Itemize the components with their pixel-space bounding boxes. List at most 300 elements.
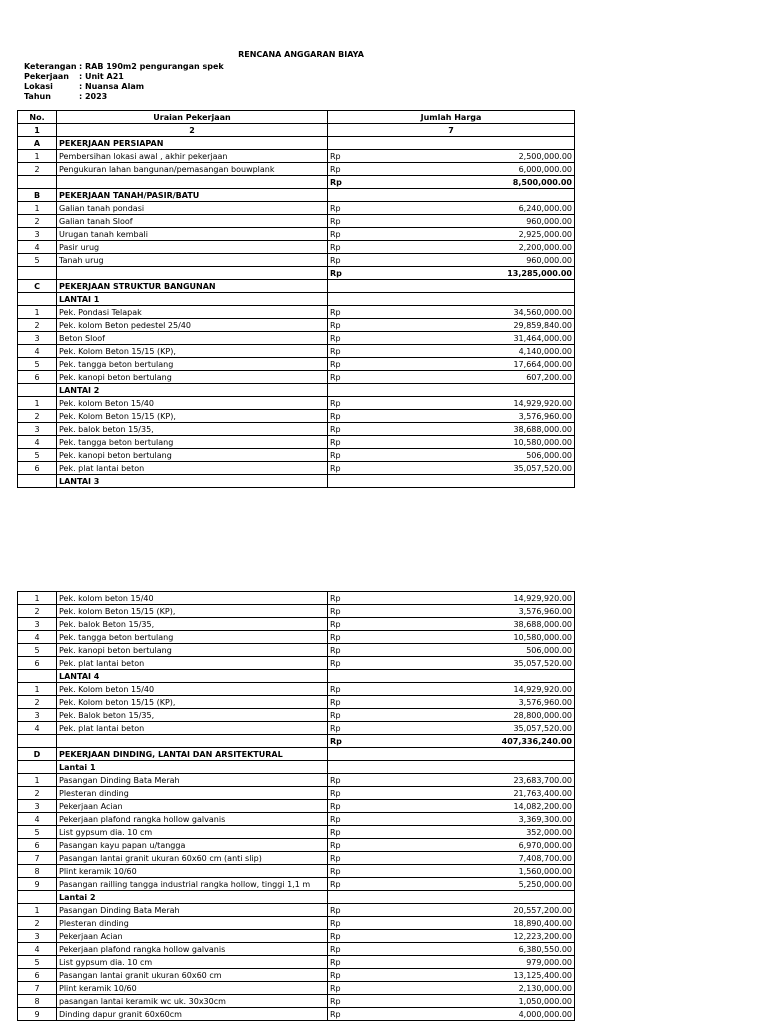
row-description-cell: Pekerjaan Acian — [57, 930, 328, 943]
row-number-cell: 2 — [18, 605, 57, 618]
row-amount-cell — [328, 748, 575, 761]
budget-table-part-2 — [17, 591, 575, 1021]
info-value: : 2023 — [79, 92, 108, 101]
currency-cell: Rp — [328, 774, 355, 787]
row-number-cell: 1 — [18, 683, 57, 696]
table-row — [18, 449, 575, 462]
info-key: Tahun — [24, 92, 51, 101]
row-description-cell: Pek. Kolom Beton 15/15 (KP), — [57, 345, 328, 358]
currency-cell: Rp — [328, 241, 355, 254]
subsection-row — [18, 475, 575, 488]
row-description-cell: Pek. kolom Beton 15/40 — [57, 397, 328, 410]
currency-cell: Rp — [328, 410, 355, 423]
row-number-cell — [18, 384, 57, 397]
row-number-cell: 7 — [18, 852, 57, 865]
info-value: : Unit A21 — [79, 72, 124, 81]
amount-cell: 979,000.00 — [354, 956, 575, 969]
currency-cell: Rp — [328, 982, 355, 995]
amount-cell: 35,057,520.00 — [354, 657, 575, 670]
row-amount-cell — [328, 137, 575, 150]
amount-cell: 35,057,520.00 — [354, 722, 575, 735]
amount-cell: 3,576,960.00 — [354, 410, 575, 423]
row-description-cell: Pasangan lantai granit ukuran 60x60 cm — [57, 969, 328, 982]
row-amount-cell — [328, 384, 575, 397]
document-info — [24, 62, 224, 102]
amount-cell: 21,763,400.00 — [354, 787, 575, 800]
row-number-cell — [18, 176, 57, 189]
amount-cell: 2,130,000.00 — [354, 982, 575, 995]
row-number-cell: 3 — [18, 618, 57, 631]
row-description-cell: Pek. kolom beton 15/40 — [57, 592, 328, 605]
row-number-cell: 5 — [18, 956, 57, 969]
amount-cell: 34,560,000.00 — [354, 306, 575, 319]
row-number-cell: 5 — [18, 358, 57, 371]
row-description-cell: Pek. kanopi beton bertulang — [57, 644, 328, 657]
row-number-cell: 6 — [18, 839, 57, 852]
currency-cell: Rp — [328, 917, 355, 930]
row-description-cell — [57, 735, 328, 748]
row-number-cell: 5 — [18, 644, 57, 657]
subsection-row — [18, 384, 575, 397]
table-row — [18, 917, 575, 930]
amount-cell: 2,500,000.00 — [354, 150, 575, 163]
currency-cell: Rp — [328, 436, 355, 449]
row-description-cell: Plesteran dinding — [57, 787, 328, 800]
amount-cell: 18,890,400.00 — [354, 917, 575, 930]
row-number-cell: 8 — [18, 995, 57, 1008]
row-description-cell: Pek. balok beton 15/35, — [57, 423, 328, 436]
table-row — [18, 254, 575, 267]
row-description-cell: Pasangan Dinding Bata Merah — [57, 904, 328, 917]
row-number-cell: 5 — [18, 826, 57, 839]
table-row — [18, 839, 575, 852]
table-row — [18, 462, 575, 475]
row-description-cell: Plint keramik 10/60 — [57, 982, 328, 995]
row-description-cell: List gypsum dia. 10 cm — [57, 826, 328, 839]
row-number-cell: 5 — [18, 254, 57, 267]
row-description-cell — [57, 267, 328, 280]
currency-cell: Rp — [328, 618, 355, 631]
header-desc-cell: Uraian Pekerjaan — [57, 111, 328, 124]
row-number-cell: 4 — [18, 345, 57, 358]
row-description-cell: Plesteran dinding — [57, 917, 328, 930]
amount-cell: 31,464,000.00 — [354, 332, 575, 345]
currency-cell: Rp — [328, 995, 355, 1008]
currency-cell: Rp — [328, 332, 355, 345]
amount-cell: 14,082,200.00 — [354, 800, 575, 813]
table-row — [18, 371, 575, 384]
currency-cell: Rp — [328, 319, 355, 332]
subsection-row — [18, 293, 575, 306]
row-number-cell — [18, 293, 57, 306]
row-amount-cell — [328, 891, 575, 904]
currency-cell: Rp — [328, 813, 355, 826]
row-description-cell: Tanah urug — [57, 254, 328, 267]
currency-cell: Rp — [328, 358, 355, 371]
row-description-cell: Pasangan Dinding Bata Merah — [57, 774, 328, 787]
currency-cell: Rp — [328, 787, 355, 800]
currency-cell: Rp — [328, 150, 355, 163]
amount-cell: 6,240,000.00 — [354, 202, 575, 215]
row-amount-cell — [328, 293, 575, 306]
row-description-cell: Pek. tangga beton bertulang — [57, 358, 328, 371]
row-number-cell: 1 — [18, 202, 57, 215]
row-description-cell: PEKERJAAN DINDING, LANTAI DAN ARSITEKTURAL — [57, 748, 328, 761]
currency-cell: Rp — [328, 228, 355, 241]
row-number-cell: 8 — [18, 865, 57, 878]
amount-cell: 3,576,960.00 — [354, 696, 575, 709]
row-number-cell: 2 — [18, 215, 57, 228]
row-description-cell: Beton Sloof — [57, 332, 328, 345]
info-key: Lokasi — [24, 82, 53, 91]
row-description-cell: Pek. plat lantai beton — [57, 722, 328, 735]
row-number-cell — [18, 670, 57, 683]
amount-cell: 17,664,000.00 — [354, 358, 575, 371]
info-row — [24, 62, 224, 72]
row-description-cell — [57, 176, 328, 189]
currency-cell: Rp — [328, 605, 355, 618]
info-row — [24, 82, 224, 92]
amount-cell: 607,200.00 — [354, 371, 575, 384]
currency-cell: Rp — [328, 176, 355, 189]
amount-cell: 3,576,960.00 — [354, 605, 575, 618]
row-number-cell: D — [18, 748, 57, 761]
header-desc-cell: 2 — [57, 124, 328, 137]
table-row — [18, 813, 575, 826]
amount-cell: 4,140,000.00 — [354, 345, 575, 358]
amount-cell: 38,688,000.00 — [354, 423, 575, 436]
table-row — [18, 319, 575, 332]
row-description-cell: Pek. kolom Beton pedestel 25/40 — [57, 319, 328, 332]
table-row — [18, 930, 575, 943]
row-description-cell: Pasir urug — [57, 241, 328, 254]
row-description-cell: Galian tanah Sloof — [57, 215, 328, 228]
document-title: RENCANA ANGGARAN BIAYA — [238, 50, 364, 59]
subsection-row — [18, 891, 575, 904]
table-row — [18, 982, 575, 995]
table-row — [18, 345, 575, 358]
table-row — [18, 410, 575, 423]
subtotal-row — [18, 267, 575, 280]
table-row — [18, 995, 575, 1008]
row-description-cell: Lantai 2 — [57, 891, 328, 904]
currency-cell: Rp — [328, 722, 355, 735]
table-row — [18, 696, 575, 709]
currency-cell: Rp — [328, 631, 355, 644]
row-description-cell: PEKERJAAN PERSIAPAN — [57, 137, 328, 150]
row-amount-cell — [328, 670, 575, 683]
budget-table-part-1 — [17, 110, 575, 488]
row-number-cell: 2 — [18, 917, 57, 930]
info-value: : Nuansa Alam — [79, 82, 145, 91]
header-amount-cell: 7 — [328, 124, 575, 137]
row-number-cell: 6 — [18, 462, 57, 475]
table-row — [18, 826, 575, 839]
row-number-cell: 2 — [18, 787, 57, 800]
amount-cell: 13,285,000.00 — [354, 267, 575, 280]
currency-cell: Rp — [328, 1008, 355, 1021]
table-row — [18, 969, 575, 982]
table-row — [18, 852, 575, 865]
table-row — [18, 956, 575, 969]
amount-cell: 2,200,000.00 — [354, 241, 575, 254]
row-amount-cell — [328, 475, 575, 488]
row-number-cell: 4 — [18, 631, 57, 644]
table-row — [18, 865, 575, 878]
row-number-cell: 3 — [18, 800, 57, 813]
currency-cell: Rp — [328, 969, 355, 982]
currency-cell: Rp — [328, 865, 355, 878]
table-row — [18, 332, 575, 345]
table-row — [18, 163, 575, 176]
row-description-cell: Pengukuran lahan bangunan/pemasangan bouwplank — [57, 163, 328, 176]
row-number-cell: 1 — [18, 397, 57, 410]
table-row — [18, 241, 575, 254]
currency-cell: Rp — [328, 657, 355, 670]
currency-cell: Rp — [328, 943, 355, 956]
amount-cell: 38,688,000.00 — [354, 618, 575, 631]
currency-cell: Rp — [328, 202, 355, 215]
table-row — [18, 592, 575, 605]
table-row — [18, 605, 575, 618]
amount-cell: 20,557,200.00 — [354, 904, 575, 917]
row-description-cell: Pembersihan lokasi awal , akhir pekerjaan — [57, 150, 328, 163]
amount-cell: 7,408,700.00 — [354, 852, 575, 865]
table-row — [18, 202, 575, 215]
row-description-cell: Pek. Pondasi Telapak — [57, 306, 328, 319]
table-row — [18, 358, 575, 371]
currency-cell: Rp — [328, 267, 355, 280]
row-number-cell: A — [18, 137, 57, 150]
row-description-cell: Pek. kolom Beton 15/15 (KP), — [57, 605, 328, 618]
subsection-row — [18, 670, 575, 683]
currency-cell: Rp — [328, 735, 355, 748]
info-value: : RAB 190m2 pengurangan spek — [79, 62, 224, 71]
row-number-cell: 1 — [18, 306, 57, 319]
row-number-cell — [18, 735, 57, 748]
table-row — [18, 436, 575, 449]
currency-cell: Rp — [328, 215, 355, 228]
row-number-cell: 3 — [18, 423, 57, 436]
section-row — [18, 280, 575, 293]
row-number-cell: 1 — [18, 150, 57, 163]
amount-cell: 14,929,920.00 — [354, 592, 575, 605]
row-number-cell: 6 — [18, 371, 57, 384]
row-description-cell: Pek. Balok beton 15/35, — [57, 709, 328, 722]
row-amount-cell — [328, 189, 575, 202]
subtotal-row — [18, 735, 575, 748]
row-number-cell: B — [18, 189, 57, 202]
row-description-cell: Pasangan railling tangga industrial rangka hollow, tinggi 1,1 m — [57, 878, 328, 891]
row-description-cell: Pek. Kolom Beton 15/15 (KP), — [57, 410, 328, 423]
section-row — [18, 137, 575, 150]
row-description-cell: Pek. tangga beton bertulang — [57, 436, 328, 449]
row-description-cell: Pek. Kolom beton 15/40 — [57, 683, 328, 696]
info-key: Pekerjaan — [24, 72, 69, 81]
amount-cell: 10,580,000.00 — [354, 436, 575, 449]
row-number-cell: 5 — [18, 449, 57, 462]
currency-cell: Rp — [328, 371, 355, 384]
table-row — [18, 774, 575, 787]
amount-cell: 12,223,200.00 — [354, 930, 575, 943]
row-number-cell — [18, 267, 57, 280]
currency-cell: Rp — [328, 904, 355, 917]
currency-cell: Rp — [328, 696, 355, 709]
row-description-cell: Pekerjaan plafond rangka hollow galvanis — [57, 943, 328, 956]
section-row — [18, 189, 575, 202]
currency-cell: Rp — [328, 644, 355, 657]
amount-cell: 28,800,000.00 — [354, 709, 575, 722]
row-description-cell: Lantai 1 — [57, 761, 328, 774]
row-number-cell: C — [18, 280, 57, 293]
row-description-cell: Pek. balok Beton 15/35, — [57, 618, 328, 631]
row-number-cell: 4 — [18, 722, 57, 735]
table-row — [18, 618, 575, 631]
amount-cell: 14,929,920.00 — [354, 397, 575, 410]
table-row — [18, 423, 575, 436]
row-number-cell — [18, 475, 57, 488]
currency-cell: Rp — [328, 709, 355, 722]
row-number-cell — [18, 891, 57, 904]
row-number-cell: 9 — [18, 1008, 57, 1021]
row-description-cell: pasangan lantai keramik wc uk. 30x30cm — [57, 995, 328, 1008]
currency-cell: Rp — [328, 462, 355, 475]
row-description-cell: PEKERJAAN STRUKTUR BANGUNAN — [57, 280, 328, 293]
table-row — [18, 683, 575, 696]
subsection-row — [18, 761, 575, 774]
row-number-cell: 1 — [18, 774, 57, 787]
table-row — [18, 644, 575, 657]
amount-cell: 3,369,300.00 — [354, 813, 575, 826]
table-row — [18, 878, 575, 891]
row-number-cell: 1 — [18, 904, 57, 917]
amount-cell: 1,560,000.00 — [354, 865, 575, 878]
amount-cell: 1,050,000.00 — [354, 995, 575, 1008]
amount-cell: 23,683,700.00 — [354, 774, 575, 787]
table-row — [18, 306, 575, 319]
row-description-cell: Pek. kanopi beton bertulang — [57, 449, 328, 462]
row-number-cell: 9 — [18, 878, 57, 891]
row-number-cell: 4 — [18, 813, 57, 826]
subtotal-row — [18, 176, 575, 189]
amount-cell: 506,000.00 — [354, 449, 575, 462]
table-row — [18, 943, 575, 956]
info-row — [24, 92, 224, 102]
table-row — [18, 787, 575, 800]
table-row — [18, 709, 575, 722]
currency-cell: Rp — [328, 878, 355, 891]
row-description-cell: Plint keramik 10/60 — [57, 865, 328, 878]
currency-cell: Rp — [328, 397, 355, 410]
table-row — [18, 631, 575, 644]
row-number-cell: 3 — [18, 228, 57, 241]
row-description-cell: Galian tanah pondasi — [57, 202, 328, 215]
row-number-cell: 2 — [18, 410, 57, 423]
row-number-cell: 1 — [18, 592, 57, 605]
row-description-cell: Pek. plat lantai beton — [57, 462, 328, 475]
currency-cell: Rp — [328, 254, 355, 267]
amount-cell: 407,336,240.00 — [354, 735, 575, 748]
currency-cell: Rp — [328, 423, 355, 436]
amount-cell: 4,000,000.00 — [354, 1008, 575, 1021]
currency-cell: Rp — [328, 852, 355, 865]
currency-cell: Rp — [328, 930, 355, 943]
amount-cell: 14,929,920.00 — [354, 683, 575, 696]
row-description-cell: Pek. Kolom beton 15/15 (KP), — [57, 696, 328, 709]
table-row — [18, 150, 575, 163]
amount-cell: 5,250,000.00 — [354, 878, 575, 891]
amount-cell: 8,500,000.00 — [354, 176, 575, 189]
row-number-cell: 4 — [18, 436, 57, 449]
info-key: Keterangan — [24, 62, 77, 71]
row-description-cell: Urugan tanah kembali — [57, 228, 328, 241]
row-number-cell: 6 — [18, 657, 57, 670]
row-description-cell: LANTAI 4 — [57, 670, 328, 683]
row-description-cell: Pekerjaan Acian — [57, 800, 328, 813]
table-row — [18, 657, 575, 670]
row-description-cell: LANTAI 2 — [57, 384, 328, 397]
table-row — [18, 722, 575, 735]
amount-cell: 29,859,840.00 — [354, 319, 575, 332]
row-description-cell: Pasangan lantai granit ukuran 60x60 cm (anti slip) — [57, 852, 328, 865]
row-description-cell: LANTAI 3 — [57, 475, 328, 488]
amount-cell: 960,000.00 — [354, 254, 575, 267]
row-number-cell: 2 — [18, 696, 57, 709]
amount-cell: 506,000.00 — [354, 644, 575, 657]
header-amount-cell: Jumlah Harga — [328, 111, 575, 124]
amount-cell: 6,000,000.00 — [354, 163, 575, 176]
table-row — [18, 800, 575, 813]
table-row — [18, 228, 575, 241]
amount-cell: 6,380,550.00 — [354, 943, 575, 956]
currency-cell: Rp — [328, 826, 355, 839]
row-number-cell — [18, 761, 57, 774]
row-amount-cell — [328, 761, 575, 774]
currency-cell: Rp — [328, 800, 355, 813]
amount-cell: 960,000.00 — [354, 215, 575, 228]
row-description-cell: Dinding dapur granit 60x60cm — [57, 1008, 328, 1021]
amount-cell: 35,057,520.00 — [354, 462, 575, 475]
row-description-cell: LANTAI 1 — [57, 293, 328, 306]
row-description-cell: Pek. kanopi beton bertulang — [57, 371, 328, 384]
amount-cell: 6,970,000.00 — [354, 839, 575, 852]
table-row — [18, 904, 575, 917]
table-header-row — [18, 124, 575, 137]
currency-cell: Rp — [328, 163, 355, 176]
row-description-cell: Pek. tangga beton bertulang — [57, 631, 328, 644]
row-description-cell: Pasangan kayu papan u/tangga — [57, 839, 328, 852]
amount-cell: 2,925,000.00 — [354, 228, 575, 241]
row-number-cell: 6 — [18, 969, 57, 982]
row-number-cell: 4 — [18, 943, 57, 956]
amount-cell: 352,000.00 — [354, 826, 575, 839]
currency-cell: Rp — [328, 345, 355, 358]
table-header-row — [18, 111, 575, 124]
amount-cell: 13,125,400.00 — [354, 969, 575, 982]
currency-cell: Rp — [328, 839, 355, 852]
header-no-cell: 1 — [18, 124, 57, 137]
header-no-cell: No. — [18, 111, 57, 124]
table-row — [18, 215, 575, 228]
row-description-cell: Pek. plat lantai beton — [57, 657, 328, 670]
currency-cell: Rp — [328, 306, 355, 319]
row-number-cell: 3 — [18, 930, 57, 943]
row-description-cell: PEKERJAAN TANAH/PASIR/BATU — [57, 189, 328, 202]
section-row — [18, 748, 575, 761]
table-row — [18, 1008, 575, 1021]
row-number-cell: 3 — [18, 709, 57, 722]
currency-cell: Rp — [328, 592, 355, 605]
